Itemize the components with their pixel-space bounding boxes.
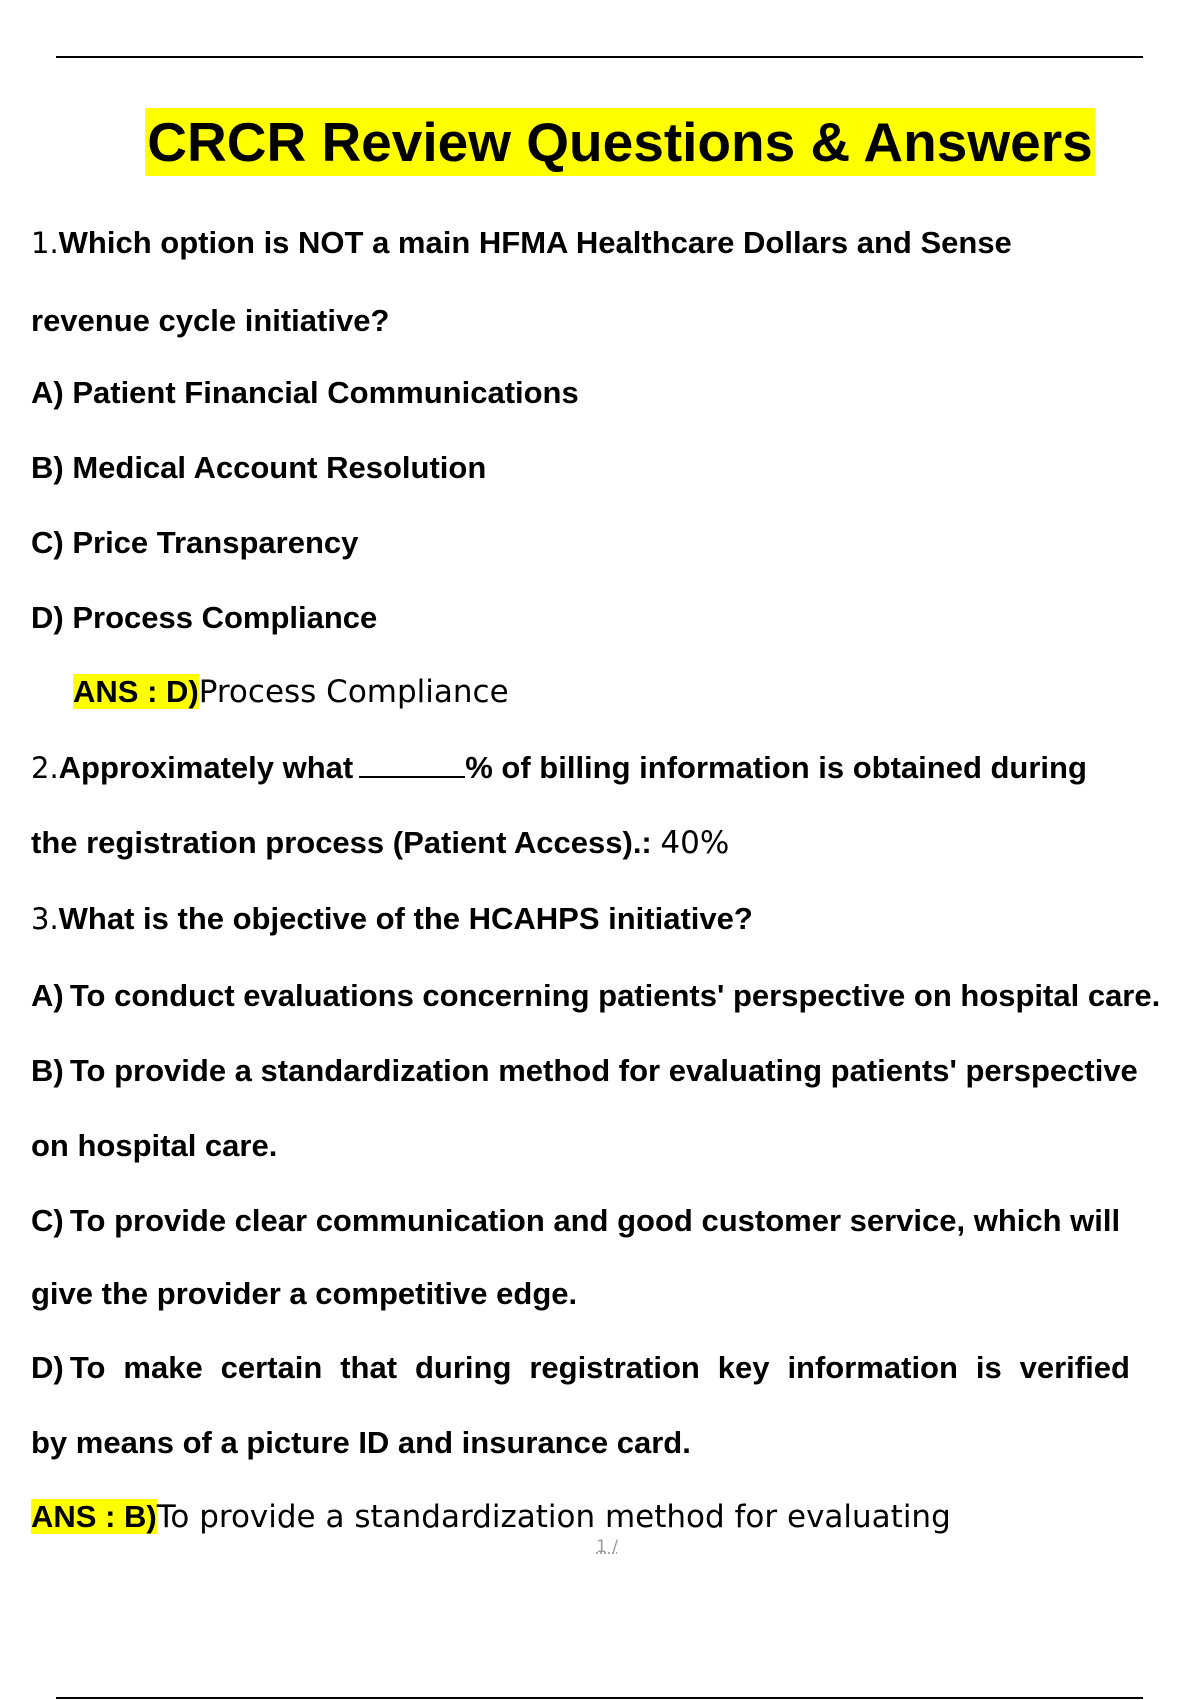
word: key xyxy=(717,1350,770,1385)
question-2-text-line-2: the registration process (Patient Access).: xyxy=(31,825,661,860)
word: D) To xyxy=(31,1350,106,1385)
question-3-answer xyxy=(31,1497,951,1537)
question-3-option-b-line-2: on hospital care. xyxy=(31,1128,278,1163)
question-1-number: 1. xyxy=(31,226,59,260)
question-3-number: 3. xyxy=(31,902,59,936)
question-3-option-d-line-2: by means of a picture ID and insurance card. xyxy=(31,1425,691,1460)
question-1-answer xyxy=(73,672,509,712)
fill-in-blank xyxy=(359,750,465,778)
word: is xyxy=(975,1350,1002,1385)
question-3-option-d-line-1 xyxy=(31,1348,1130,1388)
word: information xyxy=(787,1350,958,1385)
question-1-option-d: D) Process Compliance xyxy=(31,600,378,635)
question-1-line-1 xyxy=(31,223,1012,263)
question-1-option-a: A) Patient Financial Communications xyxy=(31,375,579,410)
question-3-text: What is the objective of the HCAHPS initiative? xyxy=(58,901,753,936)
answer-label: ANS : B) xyxy=(31,1499,157,1534)
word: certain xyxy=(220,1350,323,1385)
question-3-option-c-line-1: C) To provide clear communication and good customer service, which will xyxy=(31,1203,1121,1238)
word: make xyxy=(123,1350,203,1385)
word: that xyxy=(340,1350,398,1385)
question-1-text: Which option is NOT a main HFMA Healthcare Dollars and Sense xyxy=(58,225,1012,260)
word: during xyxy=(414,1350,512,1385)
question-3-option-a: A) To conduct evaluations concerning patients' perspective on hospital care. xyxy=(31,978,1161,1013)
answer-label: ANS : D) xyxy=(73,674,199,709)
word: registration xyxy=(529,1350,700,1385)
question-2-number: 2. xyxy=(31,751,59,785)
question-3-line-1 xyxy=(31,899,753,939)
page-number: 1 / xyxy=(596,1537,618,1557)
question-3-option-c-line-2: give the provider a competitive edge. xyxy=(31,1276,578,1311)
question-2-text-before: Approximately what xyxy=(58,750,354,785)
top-rule xyxy=(56,56,1143,58)
question-2-line-1 xyxy=(31,748,1087,788)
question-3-option-b-line-1: B) To provide a standardization method for evaluating patients' perspective xyxy=(31,1053,1138,1088)
document-title: CRCR Review Questions & Answers xyxy=(145,108,1094,176)
question-2-text-after: % of billing information is obtained during xyxy=(465,750,1087,785)
question-1-option-c: C) Price Transparency xyxy=(31,525,359,560)
question-1-option-b: B) Medical Account Resolution xyxy=(31,450,487,485)
question-2-answer: 40% xyxy=(660,825,730,861)
title-container xyxy=(0,108,1200,176)
answer-text: To provide a standardization method for evaluating xyxy=(156,1499,951,1535)
question-2-line-2 xyxy=(31,823,729,863)
answer-text: Process Compliance xyxy=(198,674,509,710)
question-1-line-2: revenue cycle initiative? xyxy=(31,303,390,338)
bottom-rule xyxy=(56,1697,1143,1699)
word: verified xyxy=(1019,1350,1130,1385)
